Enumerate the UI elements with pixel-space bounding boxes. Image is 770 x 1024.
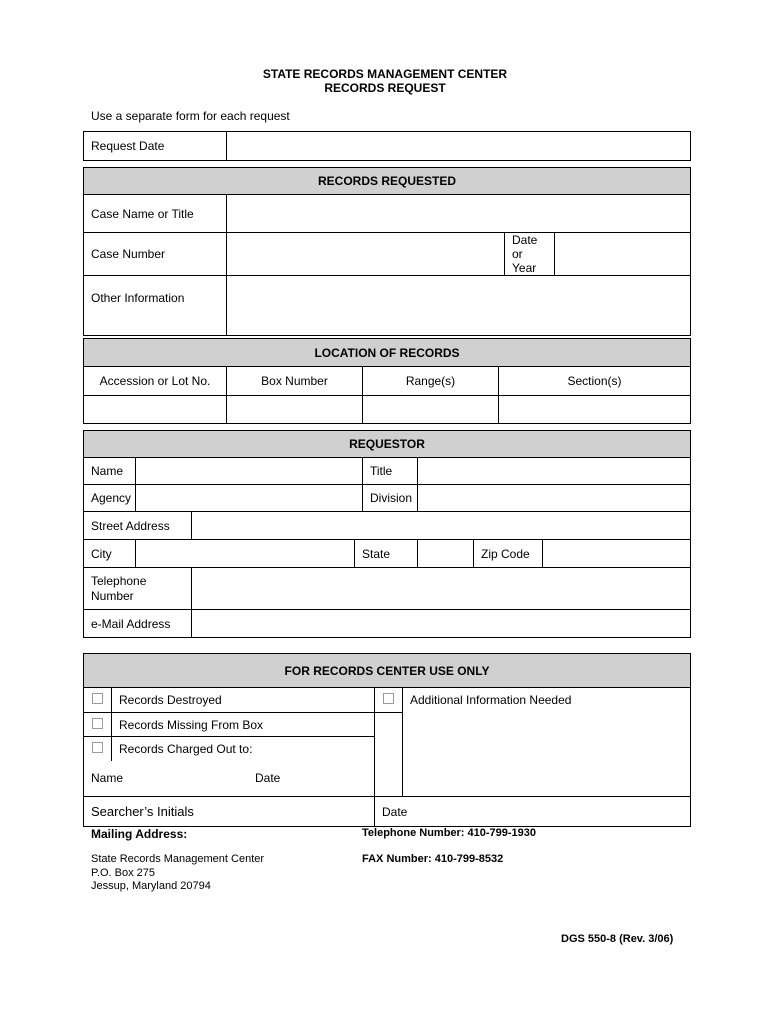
form-number: DGS 550-8 (Rev. 3/06) [561,933,674,945]
date-or-year-label-line2: Year [512,261,537,275]
date-or-year-label [505,233,555,276]
other-info-field[interactable] [227,276,691,336]
address-line-2: P.O. Box 275 [91,867,156,879]
telephone-label [84,568,192,610]
requestor-title-field[interactable] [418,458,691,485]
telephone-label-line1: Telephone [91,573,147,588]
date-or-year-field[interactable] [555,233,691,276]
case-name-label: Case Name or Title [84,195,227,233]
accession-field[interactable] [84,396,227,424]
date-or-year-label-line1: Date or [512,233,538,261]
other-info-label: Other Information [84,276,227,336]
requestor-name-label: Name [84,458,136,485]
charged-to-name-label: Name [91,771,124,786]
telephone-field[interactable] [192,568,691,610]
division-label: Division [363,485,418,512]
col-accession: Accession or Lot No. [84,367,227,396]
additional-info-checkbox[interactable] [383,693,394,704]
box-number-field[interactable] [227,396,363,424]
requestor-heading: REQUESTOR [84,431,691,458]
request-date-table [83,131,691,161]
fax-number: FAX Number: 410-799-8532 [362,853,504,865]
charged-checkbox-cell [84,737,112,761]
col-box-number: Box Number [227,367,363,396]
searcher-date-label: Date [375,797,691,827]
location-table [83,338,691,424]
request-date-label: Request Date [84,132,227,161]
request-date-field[interactable] [227,132,691,161]
address-line-1: State Records Management Center [91,853,265,865]
form-subtitle: RECORDS REQUEST [324,81,446,95]
case-name-field[interactable] [227,195,691,233]
agency-label: Agency [84,485,136,512]
mailing-address-label: Mailing Address: [91,827,188,841]
center-use-table [83,653,691,827]
records-destroyed-checkbox[interactable] [92,693,103,704]
location-heading: LOCATION OF RECORDS [84,339,691,367]
searcher-initials-label: Searcher’s Initials [84,797,375,827]
zip-code-field[interactable] [543,540,691,568]
requestor-title-label: Title [363,458,418,485]
telephone-number: Telephone Number: 410-799-1930 [362,827,537,839]
zip-code-label: Zip Code [474,540,543,568]
center-use-heading: FOR RECORDS CENTER USE ONLY [84,654,691,688]
ranges-field[interactable] [363,396,499,424]
instruction-text: Use a separate form for each request [91,109,290,123]
city-label: City [84,540,136,568]
telephone-label-line2: Number [91,588,134,603]
charged-to-date-label: Date [255,770,281,785]
additional-info-label: Additional Information Needed [403,688,691,797]
records-requested-table [83,167,691,336]
records-charged-out-label: Records Charged Out to: [112,737,375,761]
case-number-field[interactable] [227,233,505,276]
address-line-3: Jessup, Maryland 20794 [91,880,211,892]
form-title: STATE RECORDS MANAGEMENT CENTER [262,67,508,81]
additional-spacer [375,713,403,797]
records-missing-checkbox[interactable] [92,718,103,729]
email-field[interactable] [192,610,691,638]
city-field[interactable] [136,540,355,568]
col-ranges: Range(s) [363,367,499,396]
requestor-name-field[interactable] [136,458,363,485]
email-label: e-Mail Address [84,610,192,638]
agency-field[interactable] [136,485,363,512]
state-label: State [355,540,418,568]
case-number-label: Case Number [84,233,227,276]
charged-to-cell[interactable] [84,761,375,797]
additional-checkbox-cell [375,688,403,713]
records-missing-label: Records Missing From Box [112,713,375,737]
col-sections: Section(s) [499,367,691,396]
requestor-table [83,430,691,638]
records-destroyed-label: Records Destroyed [112,688,375,713]
division-field[interactable] [418,485,691,512]
state-field[interactable] [418,540,474,568]
records-requested-heading: RECORDS REQUESTED [84,168,691,195]
street-address-label: Street Address [84,512,192,540]
records-charged-out-checkbox[interactable] [92,742,103,753]
destroyed-checkbox-cell [84,688,112,713]
missing-checkbox-cell [84,713,112,737]
street-address-field[interactable] [192,512,691,540]
sections-field[interactable] [499,396,691,424]
